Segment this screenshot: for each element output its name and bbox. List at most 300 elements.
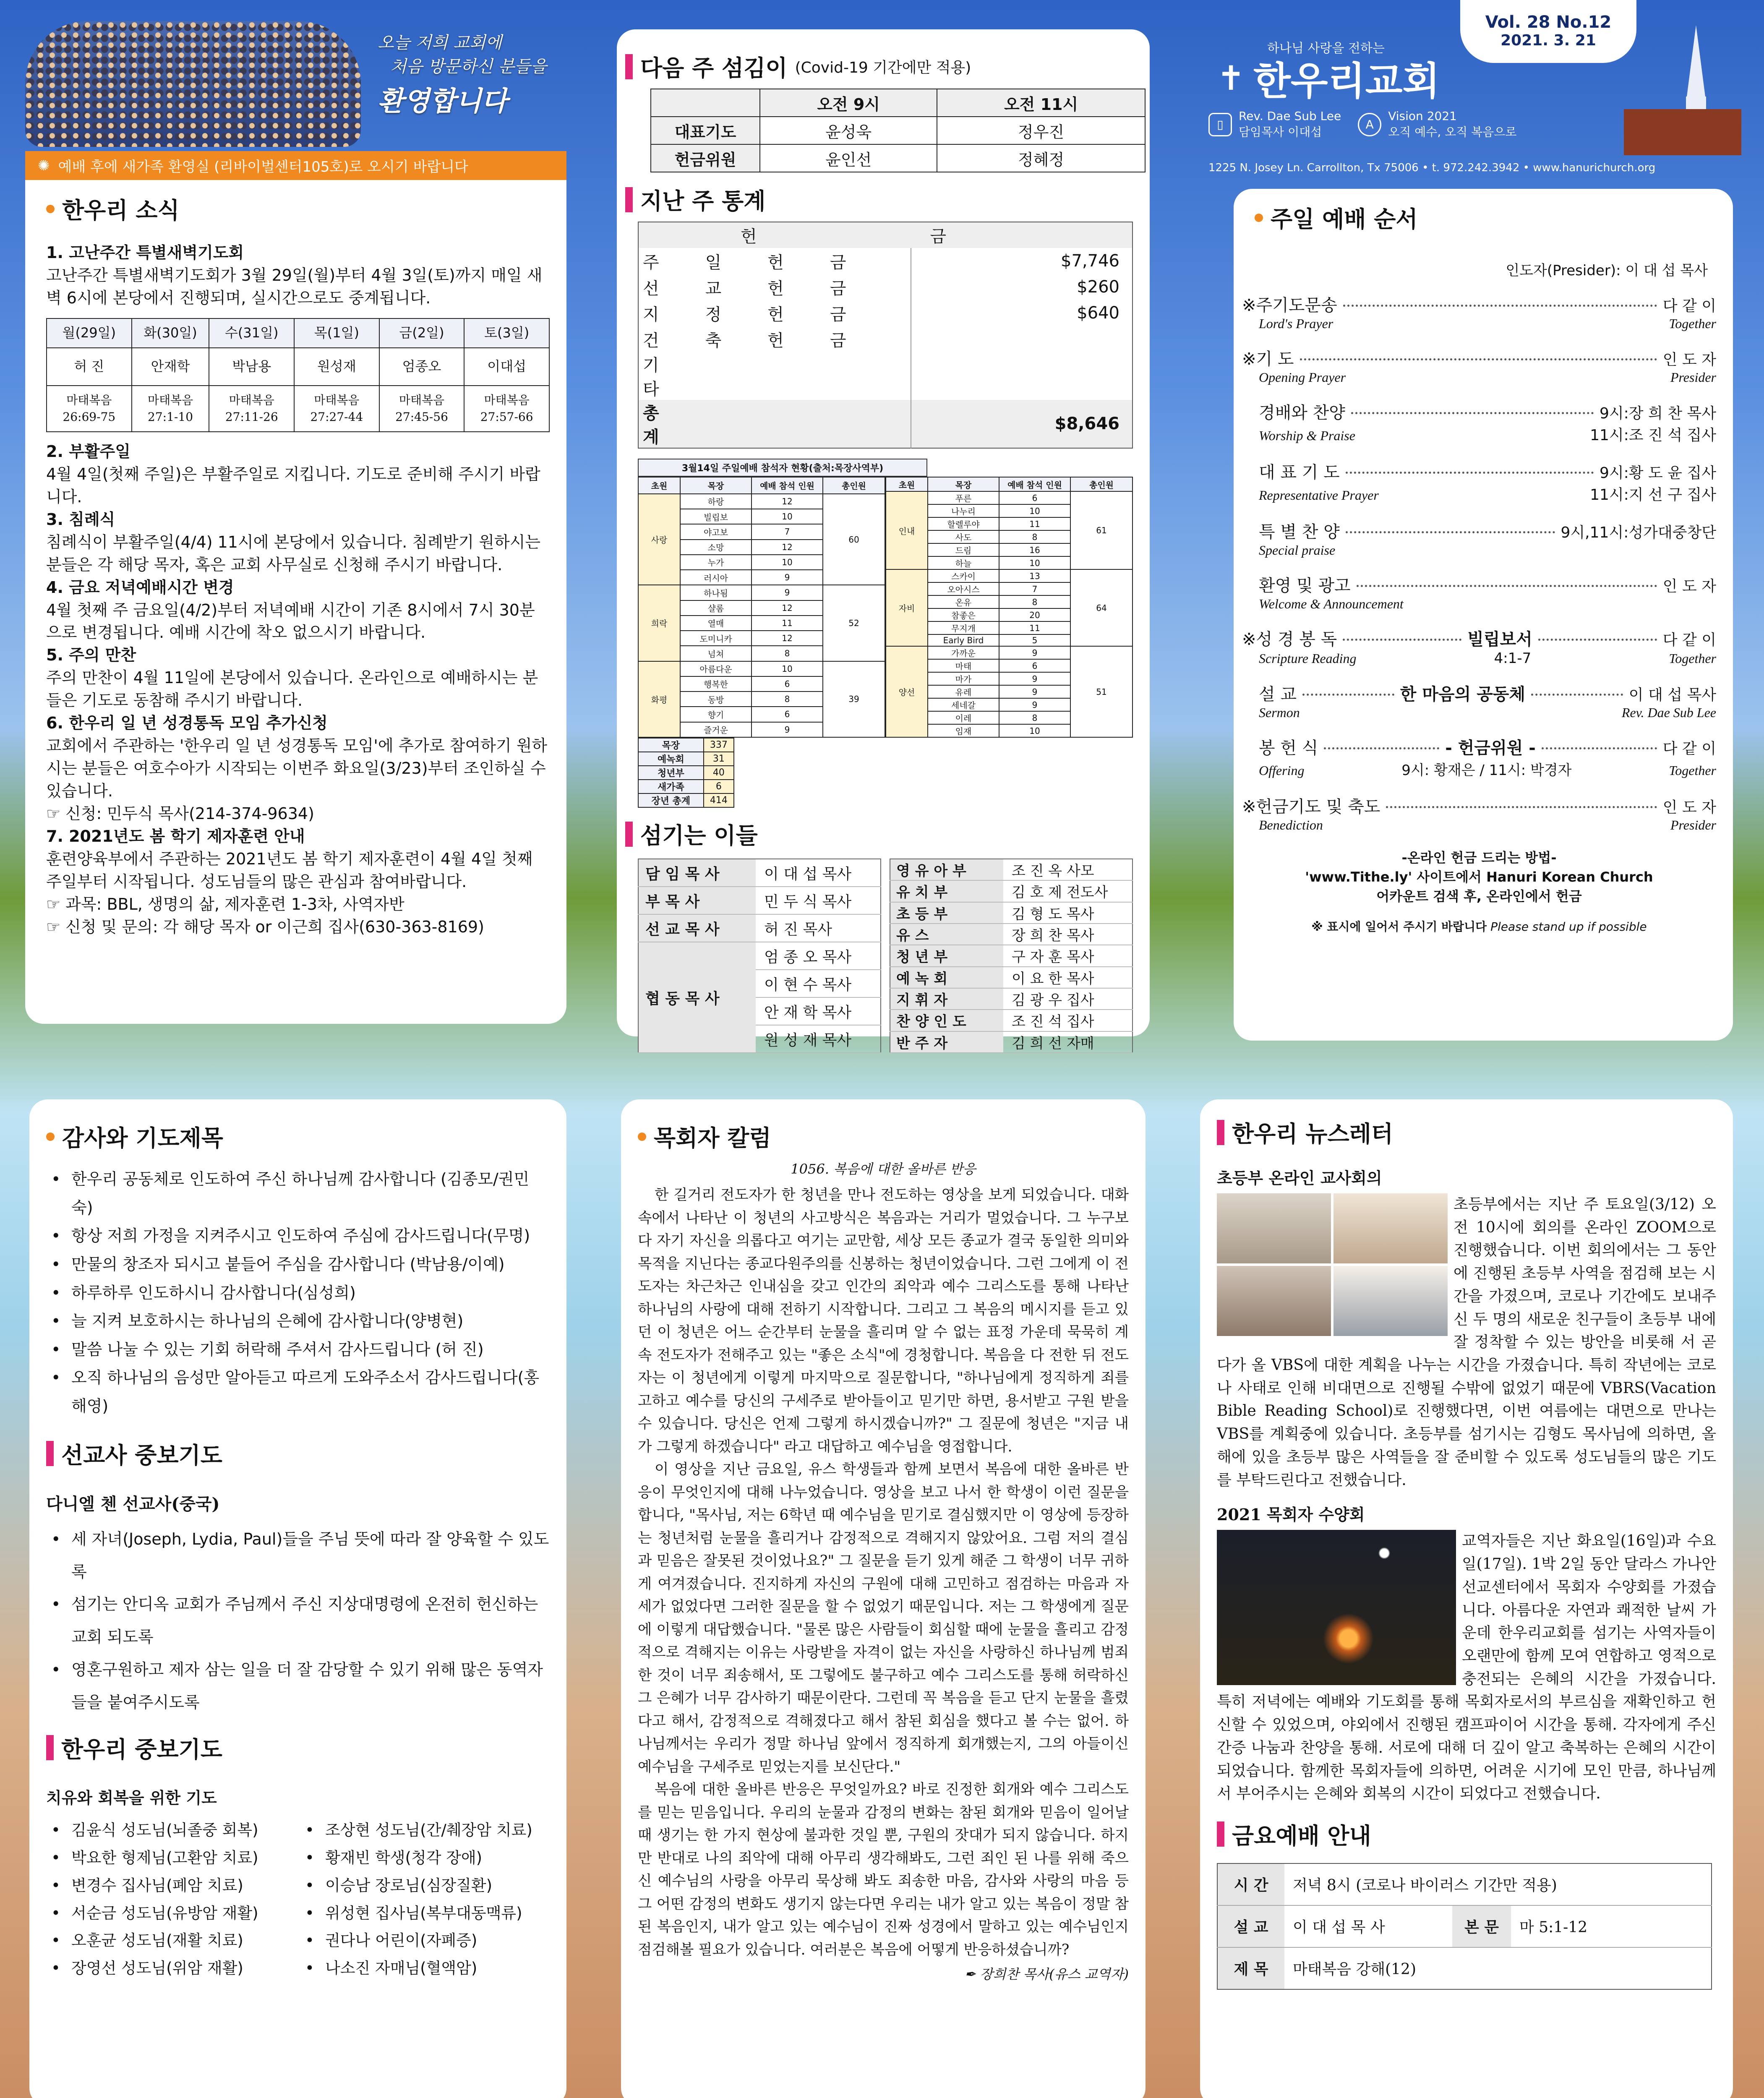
attendance-row (886, 569, 1133, 582)
attendance-count: 10 (999, 556, 1070, 569)
staff-row (890, 967, 1133, 988)
order-item-detail2: 9시: 황재은 / 11시: 박경자 (1401, 762, 1572, 779)
staff-role: 유 치 부 (890, 880, 1003, 902)
attendance-group: 인내 (886, 491, 928, 569)
staff-title: 섬기는 이들 (625, 818, 1133, 850)
intercession-item: • 서순금 성도님(유방암 재활) (46, 1900, 292, 1927)
summary-label: 청년부 (638, 766, 704, 780)
thanks-item: • 만물의 창조자 되시고 붙들어 주심을 감사합니다 (박남용/이예) (46, 1250, 550, 1279)
order-item-leader2: 11시:지 선 구 집사 (1590, 486, 1716, 504)
offering-value: $8,646 (911, 400, 1133, 448)
missionary-prayer-item: • 세 자녀(Joseph, Lydia, Paul)들을 주님 뜻에 따라 잘 양육할 수 있도록 (46, 1523, 550, 1589)
attendance-total: 51 (1070, 646, 1133, 737)
news-panel (25, 151, 566, 1024)
order-item-leader: 9시,11시:성가대중창단 (1560, 524, 1716, 541)
welcome-notice: 예배 후에 새가족 환영실 (리바이벌센터105호)로 오시기 바랍니다 (58, 159, 468, 175)
presider: 인도자(Presider): 이 대 섭 목사 (1506, 262, 1708, 279)
staff-name: 원 성 재 목사 (764, 1031, 852, 1049)
tagline: 하나님 사랑을 전하는 (1267, 41, 1385, 56)
order-item-leader: 다 같 이 (1662, 297, 1716, 315)
missionary-name: 다니엘 첸 선교사(중국) (46, 1494, 220, 1514)
welcome-notice-bar (25, 151, 566, 180)
attendance-summary-row (638, 793, 734, 807)
attendance-group: 희락 (638, 585, 680, 661)
missionary-list (46, 1523, 550, 1719)
staff-role: 반 주 자 (890, 1031, 1003, 1053)
attendance-mokjang: 하랑 (680, 494, 752, 509)
schedule-passage: 마태복음 27:1-10 (132, 386, 209, 432)
dot-leader (1386, 806, 1657, 808)
schedule-leader: 안재학 (132, 348, 209, 386)
order-item-name: ※주기도문송 (1242, 296, 1337, 315)
order-item-leader-en: Together (1669, 763, 1716, 778)
attendance-count: 9 (999, 685, 1070, 698)
news-item-4 (46, 577, 550, 645)
summary-value: 414 (704, 793, 734, 807)
attendance-total: 61 (1070, 491, 1133, 569)
news-item-body: 침례식이 부활주일(4/4) 11시에 본당에서 있습니다. 침례받기 원하시는 분들은 각 해당 목자, 혹은 교회 사무실로 신청해 주시기 바랍니다. (46, 532, 541, 574)
church-logo-icon: ✝ (1217, 58, 1245, 98)
order-item-name: ※기 도 (1242, 350, 1294, 369)
attendance-count: 8 (999, 711, 1070, 724)
staff-row (890, 988, 1133, 1010)
attendance-count: 8 (752, 646, 823, 661)
attendance-count: 11 (999, 621, 1070, 634)
newsletter-b-title: 2021 목회자 수양회 (1217, 1505, 1365, 1524)
attendance-mokjang: 열매 (680, 616, 752, 631)
order-item-en: Special praise (1259, 543, 1336, 558)
news-title: 한우리 소식 (46, 193, 550, 225)
order-item-leader: 9시:장 희 찬 목사 (1599, 405, 1716, 422)
attendance-mokjang: 하늘 (928, 556, 999, 569)
attendance-count: 9 (752, 570, 823, 585)
attendance-mokjang: 나누리 (928, 504, 999, 517)
attendance-right (885, 477, 1133, 738)
attendance-mokjang: 소망 (680, 540, 752, 555)
offering-value: $7,746 (911, 248, 1133, 274)
schedule-passage: 마태복음 27:57-66 (464, 386, 549, 432)
attendance-mokjang: 마태 (928, 659, 999, 672)
schedule-day: 토(3일) (464, 318, 549, 348)
staff-role: 선 교 목 사 (638, 914, 756, 942)
news-item-3 (46, 509, 550, 577)
dot-leader (1343, 639, 1461, 641)
schedule-day: 금(2일) (379, 318, 464, 348)
column-paragraph: 이 영상을 지난 금요일, 유스 학생들과 함께 보면서 복음에 대한 올바른 반응이 무엇인지에 대해 나누었습니다. 영상을 보고 나서 한 학생이 이런 질문을 합니다, "목사님, 저는 6학년 때 예수님을 믿기로 결심했지만 이 영상에 등장하는 청년처럼 눈물을 흘리거나 감정적으로 격해지지 않았어요. 그럼 저의 결심과 믿음은 잘못된 것이었나요?" 그 질문을 듣기 있게 해준 그 학생이 너무 귀하게 여겨졌습니다. 진지하게 자신의 구원에 대해 고민하고 점검하는 마음과 자세가 없었다면 그러한 질문을 할 수 없었기 때문입니다. 저는 그 학생에게 질문에 이렇게 대답했습니다. "물론 많은 사람들이 회심할 때에 눈물을 흘리고 감정적으로 격해지는 이유는 사랑받을 자격이 없는 자신을 사랑하신 하나님께 범죄한 것이 너무 죄송해서, 또 그렇에도 불구하고 예수 그리스도를 통해 허락하신 그 은혜가 너무 감사하기 때문이란다. 그런데 꼭 복음을 듣고 단지 눈물을 흘렸다고 해서, 감정적으로 격해졌다고 해서 참된 회심을 했다고 볼 수는 없어. 하나님께서는 우리가 정말 하나님 앞에서 정직하게 회개했는지, 그의 아들이신 예수님을 구세주로 믿었는지를 보신단다." (638, 1461, 1129, 1775)
news-item-body: 4월 첫째 주 금요일(4/2)부터 저녁예배 시간이 기존 8시에서 7시 30분으로 변경됩니다. 예배 시간에 착오 없으시기 바랍니다. (46, 600, 535, 642)
attendance-row (886, 491, 1133, 504)
news-item-body: 주의 만찬이 4월 11일에 본당에서 있습니다. 온라인으로 예배하시는 분들은 기도로 동참해 주시기 바랍니다. (46, 668, 538, 710)
staff-row (890, 880, 1133, 902)
offering-label: 총계 (643, 404, 877, 447)
attendance-mokjang: Early Bird (928, 634, 999, 646)
online-line1: 'www.Tithe.ly' 사이트에서 Hanuri Korean Church (1305, 869, 1653, 885)
schedule-leader: 허 진 (47, 348, 132, 386)
attendance-mokjang: 사도 (928, 530, 999, 543)
attendance-header-cell: 목장 (928, 477, 999, 491)
vol-number: Vol. 28 No.12 (1485, 13, 1612, 32)
news-item-contact: ☞ 신청 및 문의: 각 해당 목자 or 이근희 집사(630-363-8169) (46, 917, 484, 936)
attendance-header-cell: 목장 (680, 477, 752, 494)
offering-label: 건축헌금 (643, 331, 892, 350)
intercession-item: • 변경수 집사님(폐암 치료) (46, 1872, 292, 1900)
offering-label: 지정헌금 (643, 305, 892, 324)
order-item (1242, 735, 1716, 779)
thanks-item: • 말씀 나눌 수 있는 기회 허락해 주셔서 감사드립니다 (허 진) (46, 1336, 550, 1364)
attendance-row (638, 585, 885, 600)
dot-leader (1357, 585, 1657, 587)
friday-table: 시 간 저녁 8시 (코로나 바이러스 기간만 적용) 설 교 이 대 섭 목 사 본 문 마 5:1-12 제 목 마태복음 강해(12) (1217, 1863, 1712, 1990)
attendance-count: 8 (999, 595, 1070, 608)
attendance-header-cell: 총인원 (1070, 477, 1133, 491)
order-item-detail2: 4:1-7 (1494, 650, 1532, 667)
staff-name: 김 형 도 목사 (1012, 905, 1094, 923)
intercession-item: • 위성현 집사님(복부대동맥류) (300, 1900, 550, 1927)
order-item-detail: - 헌금위원 - (1445, 738, 1536, 758)
attendance-summary-row (638, 752, 734, 766)
attendance-summary (638, 738, 734, 808)
attendance-count: 9 (999, 646, 1070, 659)
dot-leader (1302, 694, 1394, 696)
church-header (1200, 0, 1764, 185)
dot-leader (1346, 472, 1594, 474)
news-item-heading: 2. 부활주일 (46, 442, 130, 461)
order-item-name: 특 별 찬 양 (1259, 522, 1340, 542)
schedule-leader: 이대섭 (464, 348, 549, 386)
pastor-icon: ▯ (1208, 113, 1232, 136)
stats-title: 지난 주 통계 (625, 183, 1133, 216)
staff-name: 허 진 목사 (764, 921, 832, 938)
attendance-mokjang: 스카이 (928, 569, 999, 582)
attendance-count: 11 (999, 517, 1070, 530)
staff-name: 민 두 식 목사 (764, 893, 852, 911)
order-item-leader-en: Rev. Dae Sub Lee (1621, 705, 1716, 720)
staff-role: 담 임 목 사 (638, 859, 756, 887)
worship-order-title: 주일 예배 순서 (1255, 201, 1716, 234)
service-next-table: 오전 9시 오전 11시 대표기도 윤성욱 정우진 헌금위원 윤인선 정혜정 (650, 89, 1146, 172)
attendance-mokjang: 할렐루야 (928, 517, 999, 530)
staff-name: 조 진 옥 사모 (1012, 863, 1094, 880)
attendance-group: 화평 (638, 661, 680, 737)
order-item-en: Sermon (1259, 705, 1300, 720)
attendance-row (638, 661, 885, 676)
summary-value: 6 (704, 780, 734, 793)
attendance-total: 60 (823, 494, 885, 585)
news-item-7 (46, 825, 550, 939)
staff-name: 이 대 섭 목사 (764, 865, 852, 883)
order-item-en: Worship & Praise (1259, 428, 1355, 443)
staff-row (890, 1010, 1133, 1031)
schedule-leader: 원성재 (294, 348, 379, 386)
attendance-count: 8 (752, 692, 823, 707)
attendance-count: 12 (752, 540, 823, 555)
attendance-count: 10 (999, 504, 1070, 517)
church-address: 1225 N. Josey Ln. Carrollton, Tx 75006 • t. 972.242.3942 • www.hanurichurch.org (1208, 162, 1656, 174)
attendance-count: 7 (752, 524, 823, 539)
staff-name: 김 호 제 전도사 (1012, 884, 1108, 901)
dot-leader (1343, 305, 1657, 307)
attendance-total: 39 (823, 661, 885, 737)
order-item-en: Scripture Reading (1259, 651, 1357, 666)
staff-left-table (638, 859, 881, 1053)
order-item-en: Lord's Prayer (1259, 316, 1333, 331)
order-item-name: 대 표 기 도 (1259, 463, 1340, 482)
staff-row (638, 859, 881, 887)
attendance-summary-row (638, 738, 734, 752)
offering-label: 기타 (643, 356, 877, 399)
attendance-mokjang: 즐거운 (680, 722, 752, 737)
staff-role: 청 년 부 (890, 945, 1003, 966)
attendance-mokjang: 넘쳐 (680, 646, 752, 661)
attendance-mokjang: 무지개 (928, 621, 999, 634)
order-item (1242, 399, 1716, 445)
order-item-name: 환영 및 광고 (1259, 576, 1351, 595)
order-item-en: Benediction (1259, 817, 1323, 832)
intercession-item: • 이승남 장로님(심장질환) (300, 1872, 550, 1900)
summary-label: 장년 총계 (638, 793, 704, 807)
attendance-count: 5 (999, 634, 1070, 646)
vision-ko: 오직 예수, 오직 복음으로 (1388, 125, 1517, 139)
news-item-body: 4월 4일(첫째 주일)은 부활주일로 지킵니다. 기도로 준비해 주시기 바랍니다. (46, 464, 540, 506)
attendance-count: 10 (999, 724, 1070, 737)
order-item-leader: 인 도 자 (1662, 351, 1716, 368)
attendance-count: 9 (752, 722, 823, 737)
thanks-item: • 항상 저희 가정을 지켜주시고 인도하여 주심에 감사드립니다(무명) (46, 1222, 550, 1250)
schedule-passage: 마태복음 27:11-26 (209, 386, 294, 432)
attendance-count: 10 (752, 661, 823, 676)
order-item-leader: 인 도 자 (1662, 799, 1716, 816)
missionary-prayer-item: • 섬기는 안디옥 교회가 주님께서 주신 지상대명령에 온전히 헌신하는 교회 되도록 (46, 1588, 550, 1654)
offering-row (638, 300, 1133, 326)
staff-name: 김 희 선 자매 (1012, 1035, 1094, 1052)
schedule-day: 목(1일) (294, 318, 379, 348)
attendance-mokjang: 온유 (928, 595, 999, 608)
order-item-leader: 이 대 섭 목사 (1628, 686, 1716, 704)
intercession-item: • 권다나 어린이(자폐증) (300, 1927, 550, 1954)
summary-label: 새가족 (638, 780, 704, 793)
intercession-right (300, 1816, 550, 1982)
summary-value: 31 (704, 752, 734, 766)
staff-name: 이 요 한 목사 (1012, 970, 1094, 987)
attendance-count: 12 (752, 494, 823, 509)
offering-row (638, 352, 1133, 400)
order-item-en: Representative Prayer (1259, 488, 1379, 503)
issue-date: 2021. 3. 21 (1500, 32, 1596, 49)
schedule-passage: 마태복음 27:45-56 (379, 386, 464, 432)
offering-value: $260 (911, 274, 1133, 300)
intercession-item: • 황재빈 학생(청각 장애) (300, 1844, 550, 1872)
attendance-row (886, 646, 1133, 659)
attendance-count: 6 (752, 676, 823, 692)
staff-role: 영 유 아 부 (890, 859, 1003, 880)
offering-table: 헌 금 주일헌금 $7,746 선교헌금 $260 지정헌금 $640 건축헌금 기타 총계 $8,646 (638, 222, 1133, 449)
attendance-row (638, 494, 885, 509)
schedule-leader: 박남용 (209, 348, 294, 386)
staff-row (890, 945, 1133, 966)
online-title: -온라인 헌금 드리는 방법- (1401, 850, 1557, 866)
order-item (1242, 519, 1716, 558)
attendance-header (638, 477, 885, 494)
attendance-header-cell: 예배 참석 인원 (752, 477, 823, 494)
attendance-summary-row (638, 766, 734, 780)
attendance-mokjang: 하나됨 (680, 585, 752, 600)
attendance-count: 9 (752, 585, 823, 600)
attendance-group: 양선 (886, 646, 928, 737)
dot-leader (1542, 747, 1657, 749)
attendance-summary-row (638, 780, 734, 793)
attendance-mokjang: 아름다운 (680, 661, 752, 676)
staff-row (638, 914, 881, 942)
attendance-mokjang: 마가 (928, 672, 999, 685)
pen-icon: ✒ (964, 1966, 976, 1982)
attendance-total: 64 (1070, 569, 1133, 646)
column-paragraph: 한 길거리 전도자가 한 청년을 만나 전도하는 영상을 보게 되었습니다. 대화 속에서 나타난 이 청년의 사고방식은 복음과는 거리가 멀었습니다. 그 누구보다 자기 자신을 의롭다고 여기는 교만함, 세상 모든 종교가 결국 동일한 의미와 목적을 지닌다는 종교다원주의를 신봉하는 청년이었습니다. 그런 그에게 이 전도자는 차근차근 인내심을 갖고 인간의 죄악과 예수 그리스도를 통해 나타난 하나님의 사랑에 대해 전하기 시작합니다. 그리고 그 복음의 메시지를 듣고 있던 이 청년은 어느 순간부터 눈물을 흘리며 알 수 없는 표정 가운데 묵묵히 계속 전도자가 전해주고 있는 "좋은 소식"에 경청합니다. 복음을 다 전한 뒤 전도자는 이 청년에게 이렇게 마지막으로 질문합니다, "하나님에게 정직하게 죄를 고하고 예수를 당신의 구세주로 받아들이고 믿기만 하면, 용서받고 구원 받을 수 있습니다. 당신은 언제 그렇게 하시겠습니까?" 그 질문에 청년은 "지금 내가 그렇게 하겠습니다" 라고 대답하고 예수님을 영접합니다. (638, 1187, 1129, 1455)
staff-row (890, 924, 1133, 945)
attendance-header-cell: 초원 (886, 477, 928, 491)
dot-leader (1351, 412, 1594, 414)
welcome-line3: 환영합니다 (378, 86, 508, 117)
attendance-left (638, 477, 885, 738)
order-item-leader: 인 도 자 (1662, 578, 1716, 595)
schedule-day: 월(29일) (47, 318, 132, 348)
order-item (1242, 626, 1716, 667)
order-item-name: 봉 헌 식 (1259, 738, 1318, 758)
attendance-count: 8 (999, 530, 1070, 543)
newsletter-a-text: 초등부에서는 지난 주 토요일(3/12) 오전 10시에 회의를 온라인 ZOOM으로 진행했습니다. 이번 회의에서는 그 동안에 진행된 초등부 사역을 점검해 보는 시간을 가졌으며, 코로나 기간에도 보내주신 두 명의 새로운 친구들이 초등부 내에 잘 정착할 수 있는 방안을 비롯해 서 곧 다가 올 VBS에 대한 계획을 나누는 시간을 가졌습니다. 특히 작년에는 코로나 사태로 인해 비대면으로 진행될 수밖에 없었기 때문에 VBRS(Vacation Bible Reading School)로 진행했다면, 이번 여름에는 대면으로 만나는 VBS를 계획중에 있습니다. 초등부를 섬기시는 김형도 목사님에 의하면, 올 해에 있을 초등부 많은 사역들을 잘 준비할 수 있도록 성도님들의 많은 기도를 부탁드린다고 전했습니다. (1217, 1196, 1716, 1489)
news-item-body: 훈련양육부에서 주관하는 2021년도 봄 학기 제자훈련이 4월 4일 첫째 주일부터 시작됩니다. 성도님들의 많은 관심과 참여바랍니다. (46, 850, 533, 891)
order-item (1242, 572, 1716, 612)
staff-row (638, 887, 881, 914)
attendance-mokjang: 야고보 (680, 524, 752, 539)
center-top-panel (617, 29, 1150, 1052)
order-item-leader-en: Presider (1670, 370, 1716, 385)
friday-title: 금요예배 안내 (1217, 1818, 1716, 1850)
newsletter-b-text: 교역자들은 지난 화요일(16일)과 수요일(17일). 1박 2일 동안 달라스 가나안 선교센터에서 목회자 수양회를 가졌습니다. 아름다운 자연과 쾌적한 날씨 가운데 한우리교회를 섬기는 사역자들이 오랜만에 함께 모여 연합하고 영적으로 충전되는 은혜의 시간을 가졌습니다. 특히 저녁에는 예배와 기도회를 통해 목회자로서의 부르심을 재확인하고 헌신할 수 있었으며, 야외에서 진행된 캠프파이어 시간을 통해. 각자에게 주신 간증 나눔과 찬양을 통해. 서로에 대해 더 깊이 알고 축복하는 은혜의 시간이 되었습니다. 함께한 목회자들에 의하면, 어려운 시기에 모인 만큼, 하나님께서 부어주시는 은혜와 회복의 시간이 되었다고 전했습니다. (1217, 1532, 1716, 1803)
attendance-count: 11 (752, 616, 823, 631)
thanks-item: • 한우리 공동체로 인도하여 주신 하나님께 감사합니다 (김종모/권민숙) (46, 1165, 550, 1222)
attendance-mokjang: 유레 (928, 685, 999, 698)
order-item-name: ※성 경 봉 독 (1242, 630, 1337, 649)
attendance-mokjang: 참좋은 (928, 608, 999, 621)
column-paragraph: 복음에 대한 올바른 반응은 무엇일까요? 바로 진정한 회개와 예수 그리스도를 믿는 믿음입니다. 우리의 눈물과 감정의 변화는 참된 회개와 믿음이 일어날 때 생기는 한 가지 현상에 불과한 것일 뿐, 구원의 잣대가 되지 않습니다. 하지만 반대로 나의 죄악에 대해 아무리 생각해봐도, 그런 죄인 된 나를 위해 죽으신 예수님의 사랑을 아무리 묵상해 봐도 죄송한 마음, 감사와 사랑의 마음 등 그 어떤 감정의 변화도 생기지 않는다면 우리는 내가 알고 있는 복음이 정말 참된 복음인지, 내가 알고 있는 예수님이 진짜 성경에서 말하고 있는 예수님인지 점검해볼 필요가 있습니다. 여러분은 복음에 어떻게 반응하셨습니까? (638, 1781, 1129, 1958)
order-item-detail: 빌립보서 (1467, 630, 1532, 649)
crowd-photo (25, 21, 361, 147)
news-item-2 (46, 441, 550, 509)
attendance-mokjang: 가까운 (928, 646, 999, 659)
attendance-group: 자비 (886, 569, 928, 646)
welcome-line1: 오늘 저희 교회에 (378, 33, 502, 52)
order-item-en: Opening Prayer (1259, 370, 1346, 385)
news-item-heading: 7. 2021년도 봄 학기 제자훈련 안내 (46, 827, 305, 846)
attendance-count: 10 (752, 555, 823, 570)
order-item (1242, 793, 1716, 833)
order-item-name: 경배와 찬양 (1259, 403, 1345, 423)
attendance-mokjang: 임재 (928, 724, 999, 737)
staff-row (890, 859, 1133, 880)
orange-dot-icon (46, 205, 55, 213)
staff-role: 협 동 목 사 (638, 942, 756, 1053)
attendance-title: 3월14일 주일예배 참석자 현황(출처:목장사역부) (638, 459, 927, 477)
intercession-left (46, 1816, 292, 1982)
staff-name: 엄 종 오 목사 (764, 948, 852, 966)
attendance-mokjang: 세네갈 (928, 698, 999, 711)
attendance-count: 9 (999, 672, 1070, 685)
attendance-count: 12 (752, 600, 823, 616)
attendance-header (886, 477, 1133, 491)
staff-row (890, 902, 1133, 924)
attendance-mokjang: 러시아 (680, 570, 752, 585)
order-item-leader-en: Together (1669, 651, 1716, 666)
news-item-5 (46, 644, 550, 712)
service-next-title: 다음 주 섬김이 (Covid-19 기간에만 적용) (625, 50, 1133, 83)
thanks-title: 감사와 기도제목 (46, 1120, 550, 1153)
offering-label: 주일헌금 (643, 253, 892, 272)
online-line2: 어카운트 검색 후, 온라인에서 헌금 (1376, 888, 1582, 904)
attendance-mokjang: 동방 (680, 692, 752, 707)
attendance-mokjang: 오아시스 (928, 582, 999, 595)
offering-label: 선교헌금 (643, 279, 892, 298)
attendance-count: 6 (999, 491, 1070, 504)
pastor-ko: 담임목사 이대섭 (1239, 125, 1322, 139)
attendance-count: 13 (999, 569, 1070, 582)
pastor-en: Rev. Dae Sub Lee (1239, 109, 1341, 123)
missionary-prayer-item: • 영혼구원하고 제자 삼는 일을 더 잘 감당할 수 있기 위해 많은 동역자들을 붙여주시도록 (46, 1654, 550, 1719)
thanks-item: • 늘 지켜 보호하시는 하나님의 은혜에 감사합니다(양병현) (46, 1307, 550, 1336)
staff-role: 유 스 (890, 924, 1003, 945)
summary-value: 40 (704, 766, 734, 780)
stand-note-en: Please stand up if possible (1490, 920, 1647, 934)
schedule-leader: 엄종오 (379, 348, 464, 386)
attendance-header-cell: 총인원 (823, 477, 885, 494)
church-name: 한우리교회 (1253, 59, 1440, 104)
thanks-list (46, 1165, 550, 1421)
order-item-leader-en: Together (1669, 316, 1716, 331)
order-item (1242, 681, 1716, 720)
staff-row (638, 942, 881, 970)
attendance-mokjang: 도미니카 (680, 631, 752, 646)
staff-role: 초 등 부 (890, 902, 1003, 924)
summary-label: 목장 (638, 738, 704, 752)
attendance-count: 7 (999, 582, 1070, 595)
order-item-leader: 다 같 이 (1662, 631, 1717, 649)
dot-leader (1531, 694, 1623, 696)
attendance-count: 6 (999, 659, 1070, 672)
newsletter-panel (1200, 1099, 1733, 2098)
staff-row (890, 1031, 1133, 1053)
news-item-6 (46, 712, 550, 825)
intercession-item: • 오훈균 성도님(재활 치료) (46, 1927, 292, 1954)
offering-value (911, 326, 1133, 352)
order-item-en: Welcome & Announcement (1259, 596, 1404, 611)
attendance-count: 16 (999, 543, 1070, 556)
offering-row (638, 274, 1133, 300)
vision-icon: A (1358, 113, 1381, 136)
intercession-title: 한우리 중보기도 (46, 1732, 550, 1764)
welcome-line2: 처음 방문하신 분들을 (390, 57, 547, 76)
offering-row (638, 400, 1133, 448)
order-item-leader: 9시:황 도 윤 집사 (1599, 464, 1716, 482)
prayer-schedule-table (46, 318, 550, 432)
order-item-leader: 다 같 이 (1662, 740, 1717, 757)
attendance-mokjang: 푸른 (928, 491, 999, 504)
news-item-body: 교회에서 주관하는 '한우리 일 년 성경통독 모임'에 추가로 참여하기 원하시는 분들은 여호수아가 시작되는 이번주 화요일(3/23)부터 조인하실 수 있습니다. (46, 736, 548, 801)
order-item-leader2: 11시:조 진 석 집사 (1590, 427, 1716, 444)
schedule-passage: 마태복음 27:27-44 (294, 386, 379, 432)
dot-leader (1300, 358, 1657, 360)
schedule-passage: 마태복음 26:69-75 (47, 386, 132, 432)
attendance-header-cell: 초원 (638, 477, 680, 494)
campfire-photo (1217, 1530, 1456, 1685)
